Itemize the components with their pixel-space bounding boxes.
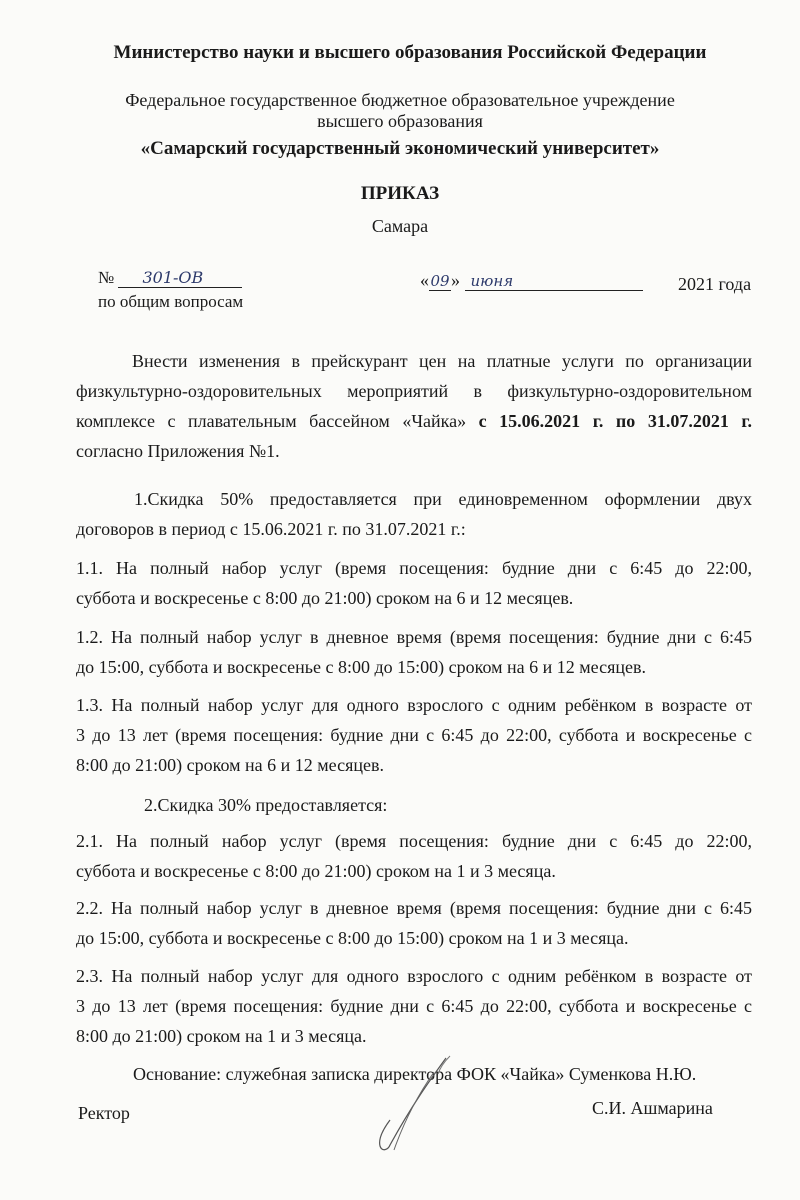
text-line: суббота и воскресенье с 8:00 до 21:00) сроком на 1 и 3 месяца. [76, 861, 556, 881]
rector-label: Ректор [78, 1103, 130, 1123]
item-1-3 [76, 690, 752, 780]
date-day-handwritten: 09 [430, 272, 450, 290]
text-line: 8:00 до 21:00) сроком на 1 и 3 месяца. [76, 1026, 367, 1046]
text-line: 1.1. На полный набор услуг (время посещения: будние дни с 6:45 до 22:00, [76, 558, 752, 578]
item-1-1 [76, 553, 752, 613]
order-city: Самара [371, 216, 429, 236]
text-line: Внести изменения в прейскурант цен на платные услуги по организации [132, 351, 752, 371]
order-category: по общим вопросам [98, 292, 244, 311]
text-line: 2.2. На полный набор услуг в дневное время (время посещения: будние дни с 6:45 [76, 898, 752, 918]
order-date [420, 270, 643, 291]
text-line: 1.Скидка 50% предоставляется при единовременном оформлении двух [134, 489, 752, 509]
intro-date-range: с 15.06.2021 г. по 31.07.2021 г. [478, 411, 752, 431]
organization-level-line: высшего образования [317, 111, 483, 131]
text-line: 2.Скидка 30% предоставляется: [144, 795, 388, 815]
text-line: 3 до 13 лет (время посещения: будние дни с 6:45 до 22:00, суббота и воскресенье с [76, 996, 752, 1016]
text-line: 1.2. На полный набор услуг в дневное время (время посещения: будние дни с 6:45 [76, 627, 752, 647]
text-line: 8:00 до 21:00) сроком на 6 и 12 месяцев. [76, 755, 384, 775]
ministry-heading: Министерство науки и высшего образования Российской Федерации [113, 42, 707, 63]
university-name: «Самарский государственный экономический университет» [140, 138, 660, 159]
intro-line-3: комплексе с плавательным бассейном «Чайка» с 15.06.2021 г. по 31.07.2021 г. [76, 411, 752, 431]
text-line: до 15:00, суббота и воскресенье с 8:00 до 15:00) сроком на 6 и 12 месяцев. [76, 657, 646, 677]
number-label: № [98, 268, 115, 287]
item-2-1 [76, 826, 752, 886]
text-line: до 15:00, суббота и воскресенье с 8:00 до 15:00) сроком на 1 и 3 месяца. [76, 928, 629, 948]
text-line: суббота и воскресенье с 8:00 до 21:00) сроком на 6 и 12 месяцев. [76, 588, 574, 608]
text-line: 1.3. На полный набор услуг для одного взрослого с одним ребёнком в возрасте от [76, 695, 752, 715]
date-month-handwritten: июня [465, 272, 643, 291]
item-2-3 [76, 961, 752, 1051]
order-year: 2021 года [678, 274, 752, 294]
section-2-heading [76, 790, 752, 820]
item-1-2 [76, 622, 752, 682]
text-line: договоров в период с 15.06.2021 г. по 31.07.2021 г.: [76, 519, 466, 539]
text-line: 2.1. На полный набор услуг (время посещения: будние дни с 6:45 до 22:00, [76, 831, 752, 851]
text-line [76, 406, 752, 436]
rector-name: С.И. Ашмарина [592, 1098, 713, 1118]
order-number [98, 268, 242, 288]
basis-note: Основание: служебная записка директора ФОК «Чайка» Суменкова Н.Ю. [133, 1064, 697, 1084]
order-title: ПРИКАЗ [360, 183, 440, 204]
text-line: согласно Приложения №1. [76, 441, 280, 461]
intro-paragraph [76, 346, 752, 466]
date-open-quote: « [420, 270, 429, 290]
item-2-2 [76, 893, 752, 953]
text-line: 3 до 13 лет (время посещения: будние дни с 6:45 до 22:00, суббота и воскресенье с [76, 725, 752, 745]
text-line: 2.3. На полный набор услуг для одного взрослого с одним ребёнком в возрасте от [76, 966, 752, 986]
date-close-quote: » [451, 270, 460, 290]
section-1-heading [76, 484, 752, 544]
organization-type-line: Федеральное государственное бюджетное образовательное учреждение [125, 90, 675, 110]
signature-mark [360, 1050, 470, 1160]
number-handwritten: 301-ОВ [118, 268, 242, 288]
text-line: физкультурно-оздоровительных мероприятий в физкультурно-оздоровительном [76, 381, 752, 401]
